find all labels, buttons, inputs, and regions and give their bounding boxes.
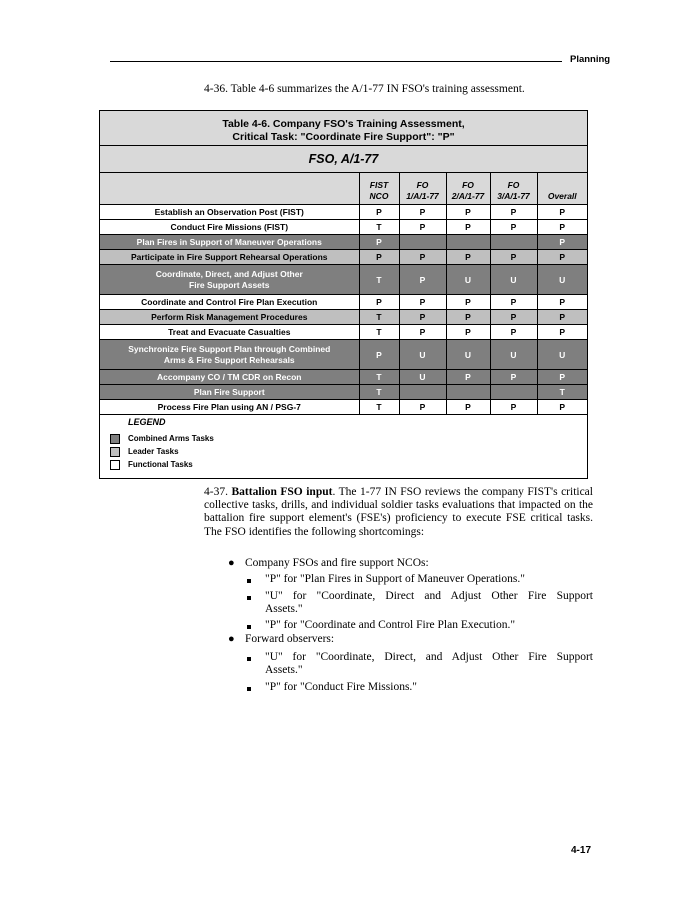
column-header-line2: 3/A/1-77 xyxy=(497,191,530,201)
table-row xyxy=(100,250,587,265)
rating-cell: P xyxy=(399,400,446,415)
rating-cell: P xyxy=(399,220,446,235)
table-row xyxy=(100,370,587,385)
column-header-line1: FO xyxy=(462,180,474,190)
legend-title: LEGEND xyxy=(128,417,166,427)
sub-bullet-square-icon xyxy=(247,625,251,629)
task-name-line2: Fire Support Assets xyxy=(189,279,270,290)
table-row xyxy=(100,220,587,235)
legend-label-leader: Leader Tasks xyxy=(128,447,179,456)
rating-cell: U xyxy=(490,340,537,370)
header-rule xyxy=(110,61,562,62)
rating-cell: P xyxy=(490,310,537,325)
para-number: 4-37. xyxy=(204,486,228,498)
column-header-row xyxy=(100,173,587,205)
rating-cell: U xyxy=(537,340,587,370)
legend-item-functional xyxy=(110,458,214,471)
column-header-line1: FO xyxy=(507,180,520,190)
rating-cell: U xyxy=(537,265,587,295)
legend-label-functional: Functional Tasks xyxy=(128,460,193,469)
rating-cell: T xyxy=(359,265,399,295)
task-name: Accompany CO / TM CDR on Recon xyxy=(100,370,359,385)
table-row xyxy=(100,400,587,415)
rating-cell: P xyxy=(399,250,446,265)
table-row xyxy=(100,205,587,220)
legend-swatch-functional xyxy=(110,460,120,470)
table-row xyxy=(100,325,587,340)
column-header-line2: 1/A/1-77 xyxy=(406,191,439,201)
column-header-line2: 2/A/1-77 xyxy=(451,191,485,201)
task-name: Process Fire Plan using AN / PSG-7 xyxy=(100,400,359,415)
sub-bullet-text: "P" for "Coordinate and Control Fire Plan Execution." xyxy=(265,619,516,631)
rating-cell: P xyxy=(446,325,490,340)
rating-cell xyxy=(490,385,537,400)
sub-bullet-text: "P" for "Conduct Fire Missions." xyxy=(265,681,417,693)
legend-item-combined xyxy=(110,432,214,445)
rating-cell: P xyxy=(359,235,399,250)
column-header-line1: FIST xyxy=(369,180,389,190)
rating-cell: P xyxy=(399,325,446,340)
column-header-3 xyxy=(490,173,537,205)
sub-bullet-text: "P" for "Plan Fires in Support of Maneuver Operations." xyxy=(265,573,525,585)
task-name: Treat and Evacuate Casualties xyxy=(100,325,359,340)
column-header-line1: FO xyxy=(416,180,429,190)
rating-cell xyxy=(399,385,446,400)
rating-cell: T xyxy=(359,220,399,235)
task-name-line1: Synchronize Fire Support Plan through Combined xyxy=(128,343,331,354)
task-name-line1: Coordinate, Direct, and Adjust Other xyxy=(155,268,303,279)
rating-cell: P xyxy=(537,400,587,415)
table-row xyxy=(100,295,587,310)
page-number: 4-17 xyxy=(571,845,592,856)
task-name: Plan Fire Support xyxy=(100,385,359,400)
rating-cell xyxy=(399,235,446,250)
rating-cell: U xyxy=(490,265,537,295)
rating-cell: T xyxy=(537,385,587,400)
rating-cell: P xyxy=(537,295,587,310)
column-header-line1 xyxy=(538,180,588,191)
rating-cell: T xyxy=(359,310,399,325)
bullet-label: Forward observers: xyxy=(245,633,335,645)
sub-bullet-square-icon xyxy=(247,579,251,583)
para-body: . The 1-77 IN FSO reviews the company FIST's critical collective tasks, drills, and individual soldier tasks evaluations that impacted on the battalion fire support element's (FSE's) proficiency to execute FSE critical tasks. The FSO identifies the following shortcomings: xyxy=(204,486,593,538)
task-name xyxy=(100,340,359,370)
sub-bullet-text: "U" for "Coordinate, Direct, and Adjust Other Fire Support xyxy=(265,651,593,663)
rating-cell: U xyxy=(446,265,490,295)
rating-cell: P xyxy=(490,220,537,235)
paragraph-4-37 xyxy=(204,486,593,539)
task-name xyxy=(100,265,359,295)
task-column-header xyxy=(100,173,359,205)
rating-cell: P xyxy=(446,400,490,415)
rating-cell: U xyxy=(399,370,446,385)
assessment-grid xyxy=(100,173,587,415)
running-header: Planning xyxy=(570,54,611,65)
legend-item-leader xyxy=(110,445,214,458)
column-header-1 xyxy=(399,173,446,205)
sub-bullet-square-icon xyxy=(247,687,251,691)
rating-cell: P xyxy=(490,295,537,310)
rating-cell: P xyxy=(537,205,587,220)
rating-cell xyxy=(446,385,490,400)
rating-cell: P xyxy=(446,205,490,220)
rating-cell: T xyxy=(359,370,399,385)
task-name: Participate in Fire Support Rehearsal Operations xyxy=(100,250,359,265)
legend-swatch-leader xyxy=(110,447,120,457)
legend-label-combined: Combined Arms Tasks xyxy=(128,434,214,443)
rating-cell: P xyxy=(537,310,587,325)
rating-cell: P xyxy=(490,205,537,220)
rating-cell: P xyxy=(399,265,446,295)
column-header-line2: Overall xyxy=(547,191,577,201)
bullet-dot-icon: ● xyxy=(228,557,235,569)
rating-cell: P xyxy=(490,325,537,340)
task-name: Conduct Fire Missions (FIST) xyxy=(100,220,359,235)
column-header-0 xyxy=(359,173,399,205)
intro-paragraph: 4-36. Table 4-6 summarizes the A/1-77 IN FSO's training assessment. xyxy=(204,83,525,95)
table-row xyxy=(100,340,587,370)
table-row xyxy=(100,385,587,400)
sub-bullet-square-icon xyxy=(247,657,251,661)
rating-cell: U xyxy=(446,340,490,370)
rating-cell: P xyxy=(446,295,490,310)
rating-cell: P xyxy=(490,370,537,385)
rating-cell xyxy=(446,235,490,250)
column-header-line2: NCO xyxy=(369,191,389,201)
rating-cell: P xyxy=(446,370,490,385)
rating-cell: P xyxy=(359,250,399,265)
rating-cell: T xyxy=(359,385,399,400)
task-name: Plan Fires in Support of Maneuver Operations xyxy=(100,235,359,250)
legend xyxy=(110,417,214,471)
rating-cell: P xyxy=(490,400,537,415)
table-row xyxy=(100,235,587,250)
task-name: Coordinate and Control Fire Plan Execution xyxy=(100,295,359,310)
table-row xyxy=(100,265,587,295)
rating-cell: P xyxy=(399,205,446,220)
rating-cell: T xyxy=(359,325,399,340)
rating-cell: P xyxy=(359,295,399,310)
task-name-line2: Arms & Fire Support Rehearsals xyxy=(163,354,295,365)
rating-cell: P xyxy=(537,370,587,385)
rating-cell: P xyxy=(537,235,587,250)
sub-bullet-text: Assets." xyxy=(265,664,303,676)
rating-cell: P xyxy=(399,310,446,325)
rating-cell: P xyxy=(537,325,587,340)
table-unit-heading: FSO, A/1-77 xyxy=(100,146,587,173)
task-name: Establish an Observation Post (FIST) xyxy=(100,205,359,220)
rating-cell: P xyxy=(359,340,399,370)
rating-cell xyxy=(490,235,537,250)
sub-bullet-square-icon xyxy=(247,596,251,600)
rating-cell: P xyxy=(359,205,399,220)
rating-cell: T xyxy=(359,400,399,415)
rating-cell: P xyxy=(537,220,587,235)
rating-cell: P xyxy=(446,220,490,235)
legend-swatch-combined xyxy=(110,434,120,444)
rating-cell: P xyxy=(490,250,537,265)
table-title-line2: Critical Task: "Coordinate Fire Support": "P" xyxy=(232,131,455,143)
table-row xyxy=(100,310,587,325)
task-rows xyxy=(100,205,587,415)
rating-cell: P xyxy=(446,310,490,325)
column-header-4 xyxy=(537,173,587,205)
sub-bullet-text: "U" for "Coordinate, Direct and Adjust Other Fire Support xyxy=(265,590,593,602)
rating-cell: P xyxy=(399,295,446,310)
rating-cell: P xyxy=(446,250,490,265)
table-title-line1: Table 4-6. Company FSO's Training Assessment, xyxy=(222,118,465,130)
bullet-dot-icon: ● xyxy=(228,633,235,645)
training-assessment-table xyxy=(99,110,588,479)
column-header-2 xyxy=(446,173,490,205)
rating-cell: U xyxy=(399,340,446,370)
rating-cell: P xyxy=(537,250,587,265)
table-title xyxy=(100,111,587,146)
task-name: Perform Risk Management Procedures xyxy=(100,310,359,325)
sub-bullet-text: Assets." xyxy=(265,603,303,615)
bullet-label: Company FSOs and fire support NCOs: xyxy=(245,557,429,569)
para-heading: Battalion FSO input xyxy=(231,486,333,498)
